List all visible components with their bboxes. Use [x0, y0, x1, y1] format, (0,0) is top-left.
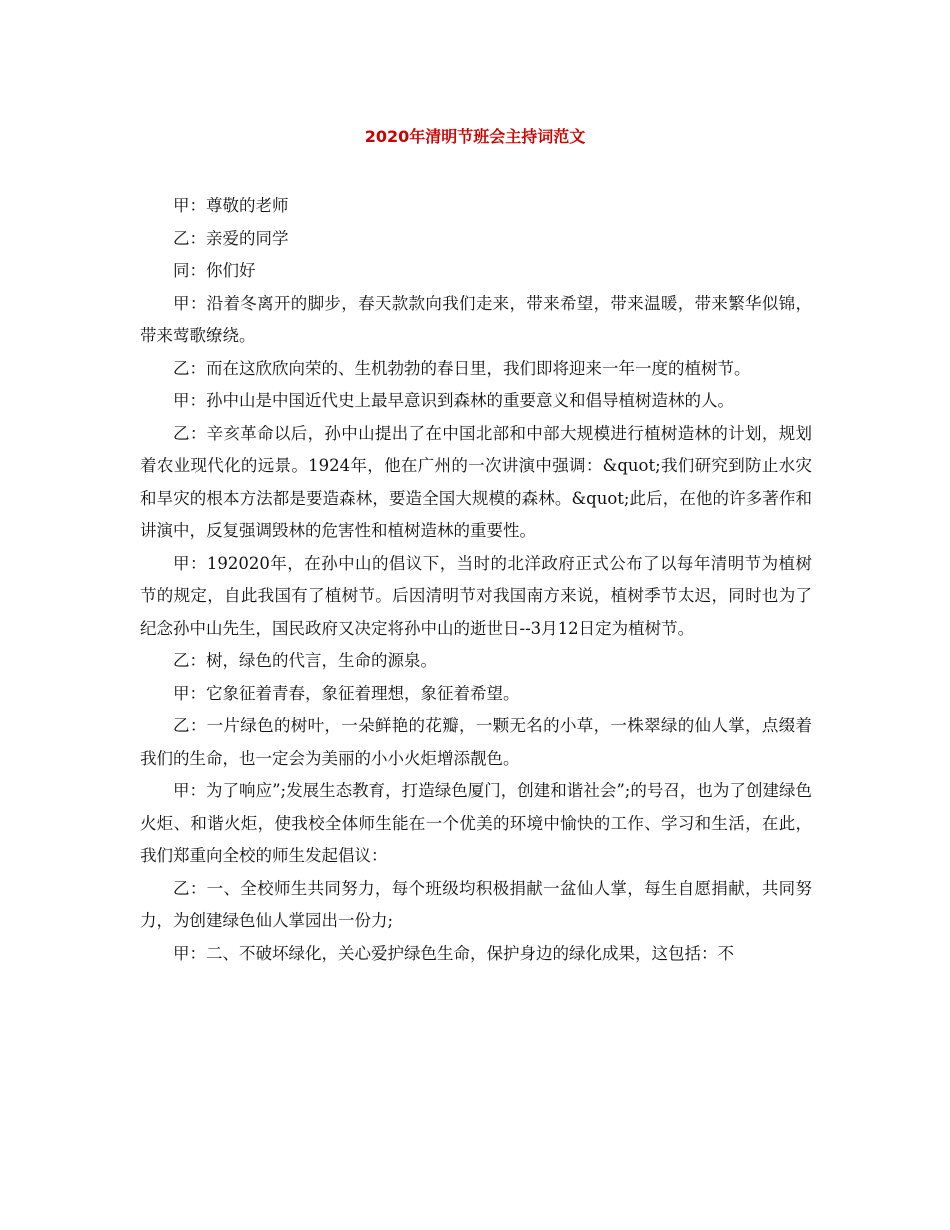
- paragraph: 甲：它象征着青春，象征着理想，象征着希望。: [173, 683, 520, 703]
- paragraph: 甲：192020年，在孙中山的倡议下，当时的北洋政府正式公布了以每年清明节为植树节的规定，自此我国有了植树节。后因清明节对我国南方来说，植树季节太迟，同时也为了纪念孙中山先生，国民政府又决定将孙中山的逝世日--3月12日定为植树节。: [140, 553, 812, 638]
- paragraph: 乙：一、全校师生共同努力，每个班级均积极捐献一盆仙人掌，每生自愿捐献，共同努力，为创建绿色仙人掌园出一份力;: [140, 878, 812, 930]
- paragraph: 甲：为了响应”;发展生态教育，打造绿色厦门，创建和谐社会”;的号召，也为了创建绿色火炬、和谐火炬，使我校全体师生能在一个优美的环境中愉快的工作、学习和生活，在此，我们郑重向全校的师生发起倡议：: [140, 781, 812, 865]
- document-title: 2020年清明节班会主持词范文: [364, 127, 586, 146]
- paragraph: 同：你们好: [173, 261, 256, 280]
- paragraph: 甲：二、不破坏绿化，关心爱护绿色生命，保护身边的绿化成果，这包括：不: [173, 943, 734, 963]
- paragraph: 甲：尊敬的老师: [173, 196, 289, 215]
- document-body: [140, 190, 812, 970]
- paragraph: 乙：而在这欣欣向荣的、生机勃勃的春日里，我们即将迎来一年一度的植树节。: [173, 358, 751, 378]
- paragraph: 乙：辛亥革命以后，孙中山提出了在中国北部和中部大规模进行植树造林的计划，规划着农业现代化的远景。1924年，他在广州的一次讲演中强调：&quot;我们研究到防止水灾和旱灾的根本方法都是要造森林，要造全国大规模的森林。&quot;此后，在他的许多著作和讲演中，反复强调毁林的危害性和植树造林的重要性。: [140, 423, 812, 540]
- paragraph: 乙：亲爱的同学: [173, 228, 289, 248]
- paragraph: 乙：树，绿色的代言，生命的源泉。: [173, 651, 437, 670]
- paragraph: 甲：孙中山是中国近代史上最早意识到森林的重要意义和倡导植树造林的人。: [173, 391, 734, 410]
- paragraph: 乙：一片绿色的树叶，一朵鲜艳的花瓣，一颗无名的小草，一株翠绿的仙人掌，点缀着我们的生命，也一定会为美丽的小小火炬增添靓色。: [140, 716, 812, 768]
- paragraph: 甲：沿着冬离开的脚步，春天款款向我们走来，带来希望，带来温暖，带来繁华似锦，带来莺歌缭绕。: [140, 293, 812, 345]
